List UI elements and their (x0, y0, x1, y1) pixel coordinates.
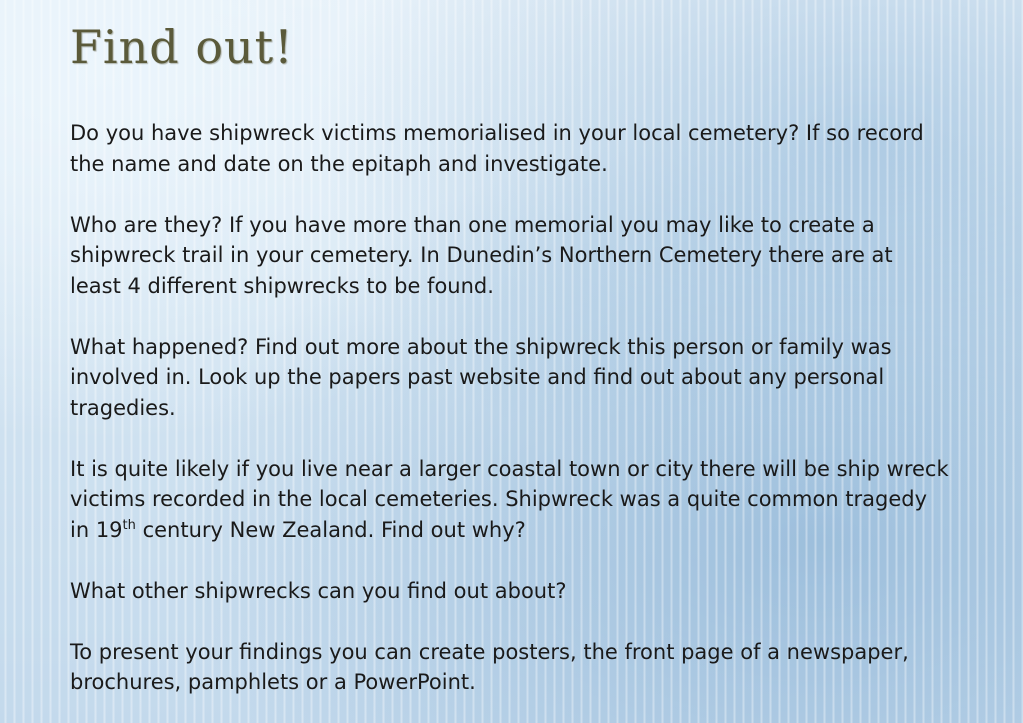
paragraph-other-shipwrecks: What other shipwrecks can you find out about? (70, 578, 567, 603)
superscript-th: th (122, 517, 136, 533)
paragraph-shipwreck-victims: Do you have shipwreck victims memorialised in your local cemetery? If so record the name and date on the epitaph and investigate. (70, 121, 924, 176)
paragraph-coastal-towns-text-before: It is quite likely if you live near a larger coastal town or city there will be ship wreck victims recorded in the local cemeteries. Shipwreck was a quite common tragedy in 19 (70, 456, 949, 542)
paragraph-coastal-towns-text-after: century New Zealand. Find out why? (135, 517, 526, 542)
slide-body (70, 118, 950, 698)
paragraph-present-findings: To present your findings you can create posters, the front page of a newspaper, brochures, pamphlets or a PowerPoint. (70, 639, 909, 694)
slide-title: Find out! (70, 20, 294, 74)
paragraph-who-are-they: Who are they? If you have more than one memorial you may like to create a shipwreck trail in your cemetery. In Dunedin’s Northern Cemetery there are at least 4 different shipwrecks to be found. (70, 212, 893, 298)
paragraph-what-happened: What happened? Find out more about the shipwreck this person or family was involved in. Look up the papers past website and find out about any personal tragedies. (70, 334, 892, 420)
paragraph-coastal-towns (70, 454, 950, 546)
